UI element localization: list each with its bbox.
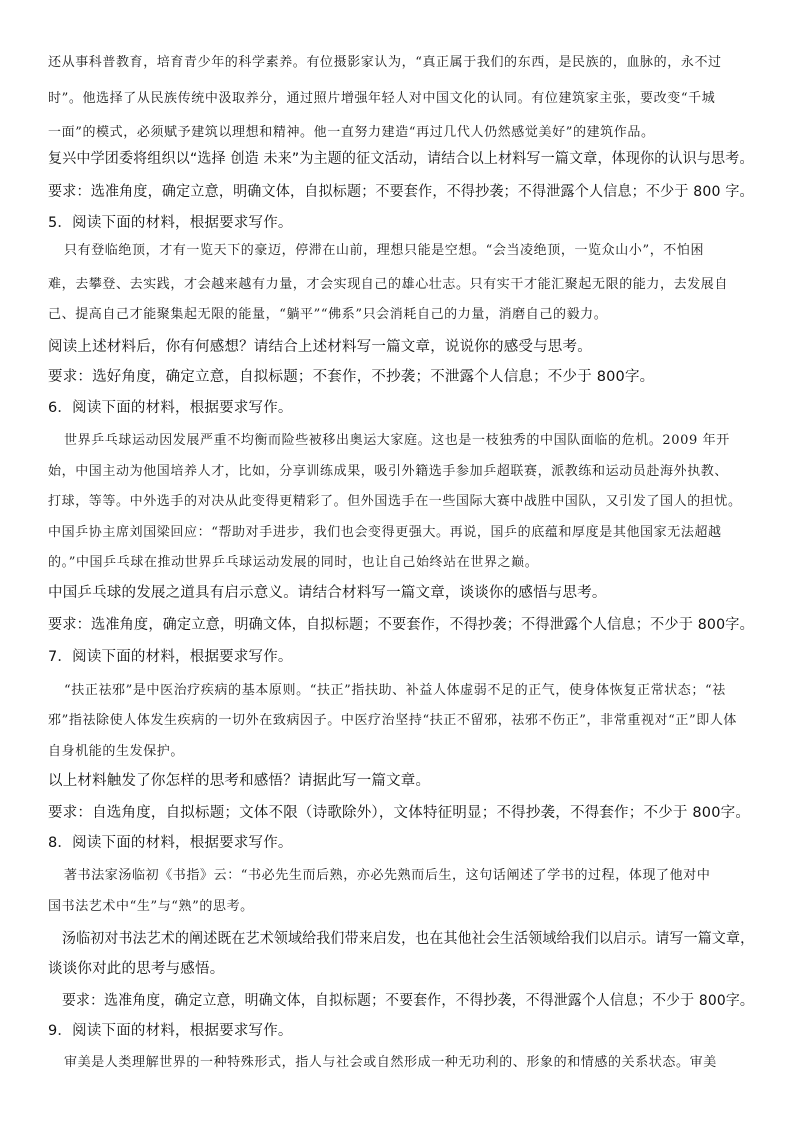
question-heading: 5．阅读下面的材料，根据要求写作。 (48, 215, 293, 231)
task-line: 以上材料触发了你怎样的思考和感悟？请据此写一篇文章。 (48, 773, 431, 789)
material-line: 世界乒乓球运动因发展严重不均衡而险些被移出奥运大家庭。这也是一枝独秀的中国队面临的危机。2009 年开 (64, 433, 730, 448)
material-line: 打球，等等。中外选手的对决从此变得更精彩了。但外国选手在一些国际大赛中战胜中国队，又引发了国人的担忧。 (48, 494, 742, 509)
material-line: 时”。他选择了从民族传统中汲取养分，通过照片增强年轻人对中国文化的认同。有位建筑家主张，要改变“千城 (48, 91, 716, 106)
material-line: 审美是人类理解世界的一种特殊形式，指人与社会或自然形成一种无功利的、形象的和情感的关系状态。审美 (64, 1055, 717, 1070)
task-line: 阅读上述材料后，你有何感想？请结合上述材料写一篇文章，说说你的感受与思考。 (48, 339, 592, 355)
requirement-line: 要求：选准角度，确定立意，明确文体，自拟标题；不要套作，不得抄袭；不得泄露个人信息；不少于 800字。 (48, 617, 754, 633)
task-line: 汤临初对书法艺术的阐述既在艺术领域给我们带来启发，也在其他社会生活领域给我们以启示。请写一篇文章， (62, 931, 755, 947)
requirement-line: 要求：自选角度，自拟标题；文体不限（诗歌除外），文体特征明显；不得抄袭，不得套作；不少于 800字。 (48, 805, 751, 821)
material-line: 始，中国主动为他国培养人才，比如，分享训练成果，吸引外籍选手参加乒超联赛，派教练和运动员赴海外执教、 (48, 464, 729, 479)
material-line: 邪”指祛除使人体发生疾病的一切外在致病因子。中医疗治坚持“扶正不留邪，祛邪不伤正”，非常重视对“正”即人体 (48, 713, 738, 728)
material-line: 只有登临绝顶，才有一览天下的豪迈，停滞在山前，理想只能是空想。“会当凌绝顶，一览众山小”，不怕困 (64, 243, 705, 258)
task-line: 中国乒乓球的发展之道具有启示意义。请结合材料写一篇文章，谈谈你的感悟与思考。 (48, 585, 607, 601)
requirement-line: 要求：选准角度，确定立意，明确文体，自拟标题；不要套作，不得抄袭，不得泄露个人信息；不少于 800字。 (62, 993, 754, 1009)
material-line: “扶正祛邪”是中医治疗疾病的基本原则。“扶正”指扶助、补益人体虚弱不足的正气，使身体恢复正常状态；“祛 (64, 683, 726, 698)
requirement-line: 要求：选好角度，确定立意，自拟标题；不套作，不抄袭；不泄露个人信息；不少于 800字。 (48, 369, 655, 385)
material-line: 还从事科普教育，培育青少年的科学素养。有位摄影家认为，“真正属于我们的东西，是民族的，血脉的，永不过 (48, 55, 722, 70)
material-line: 的。”中国乒乓球在推动世界乒乓球运动发展的同时，也让自己始终站在世界之巅。 (48, 555, 539, 570)
question-heading: 9．阅读下面的材料，根据要求写作。 (48, 1023, 293, 1039)
material-line: 己、提高自己才能聚集起无限的能量，“躺平”“佛系”只会消耗自己的力量，消磨自己的毅力。 (48, 307, 608, 322)
material-line: 难，去攀登、去实践，才会越来越有力量，才会实现自己的雄心壮志。只有实干才能汇聚起无限的能力，去发展自 (48, 277, 729, 292)
question-heading: 7．阅读下面的材料，根据要求写作。 (48, 649, 293, 665)
material-line: 自身机能的生发保护。 (48, 744, 185, 759)
material-line: 国书法艺术中“生”与“熟”的思考。 (48, 899, 254, 914)
material-line: 一面”的模式，必须赋予建筑以理想和精神。他一直努力建造“再过几代人仍然感觉美好”的建筑作品。 (48, 125, 655, 140)
requirement-line: 要求：选准角度，确定立意，明确文体，自拟标题；不要套作，不得抄袭；不得泄露个人信息；不少于 800 字。 (48, 184, 754, 200)
question-heading: 6．阅读下面的材料，根据要求写作。 (48, 400, 293, 416)
task-line: 谈谈你对此的思考与感悟。 (48, 961, 225, 977)
material-line: 著书法家汤临初《书指》云：“书必先生而后熟，亦必先熟而后生，这句话阐述了学书的过程，体现了他对中 (64, 868, 711, 883)
task-line: 复兴中学团委将组织以“选择 创造 未来”为主题的征文活动，请结合以上材料写一篇文章，体现你的认识与思考。 (48, 151, 754, 167)
question-heading: 8．阅读下面的材料，根据要求写作。 (48, 835, 293, 851)
material-line: 中国乒协主席刘国梁回应：“帮助对手进步，我们也会变得更强大。再说，国乒的底蕴和厚度是其他国家无法超越 (48, 525, 722, 540)
